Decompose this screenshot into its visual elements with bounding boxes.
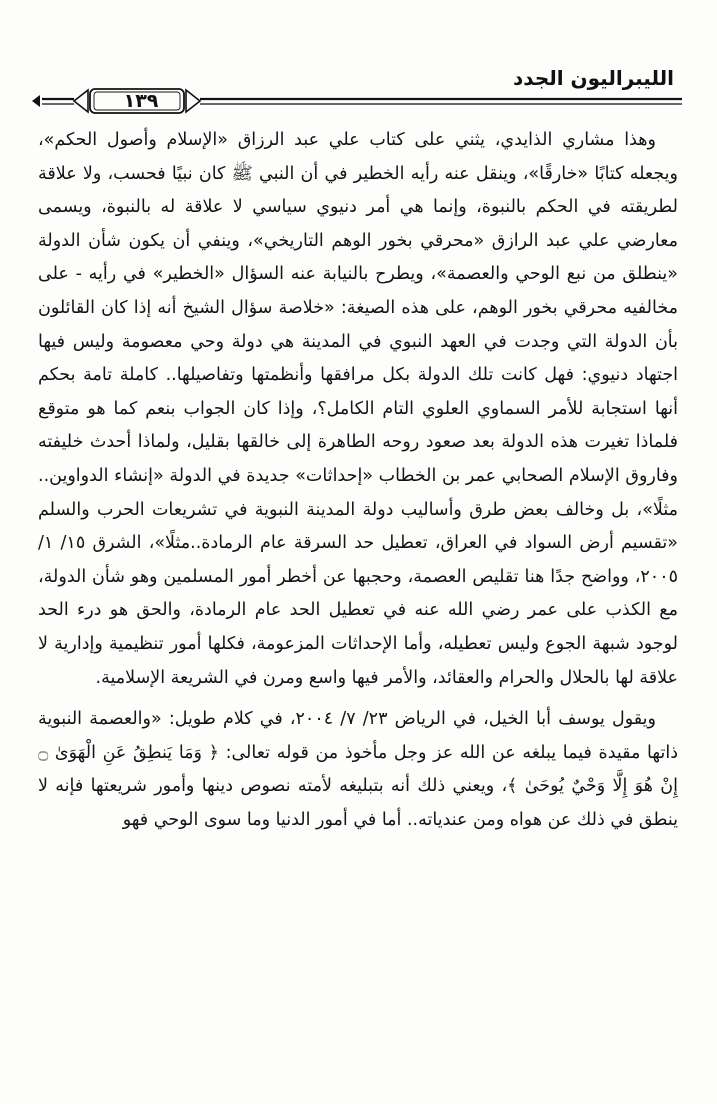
page-header — [30, 66, 682, 114]
paragraph-1: وهذا مشاري الذايدي، يثني على كتاب علي عبد الرزاق «الإسلام وأصول الحكم»، ويجعله كتابًا «خارقًا»، وينقل عنه رأيه الخطير في أن النبي ﷺ كان نبيًا فحسب، ولا علاقة لطريقته في الحكم بالنبوة، وإنما هي أمر دنيوي سياسي لا علاقة له بالنبوة، ويسمى معارضي علي عبد الرازق «محرقي بخور الوهم التاريخي»، وينفي أن يكون شأن الدولة «ينطلق من نبع الوحي والعصمة»، ويطرح بالنيابة عنه السؤال «الخطير» في رأيه - على مخالفيه محرقي بخور الوهم، على هذه الصيغة: «خلاصة سؤال الشيخ أنه إذا كان القائلون بأن الدولة التي وجدت في العهد النبوي في المدينة هي دولة وحي معصومة وليس فيها اجتهاد دنيوي: فهل كانت تلك الدولة بكل مرافقها وأنظمتها وتفاصيلها.. كاملة تامة بحكم أنها استجابة للأمر السماوي العلوي التام الكامل؟، وإذا كان الجواب بنعم كما هو متوقع فلماذا تغيرت هذه الدولة بعد صعود روحه الطاهرة إلى خالقها بقليل، ولماذا أحدث خليفته وفاروق الإسلام الصحابي عمر بن الخطاب «إحداثات» جديدة في الدولة «إنشاء الدواوين.. مثلًا»، بل وخالف بعض طرق وأساليب دولة المدينة النبوية في تشريعات الحرب والسلم «تقسيم أرض السواد في العراق، تعطيل حد السرقة عام الرمادة..مثلًا»، الشرق ١٥/ ١/ ٢٠٠٥، وواضح جدًا هنا تقليص العصمة، وحجبها عن أخطر أمور المسلمين وهو شأن الدولة، مع الكذب على عمر رضي الله عنه في تعطيل الحد عام الرمادة، والحق هو درء الحد لوجود شبهة الجوع وليس تعطيله، وأما الإحداثات المزعومة، فكلها أمور تنظيمية وإدارية لا علاقة لها بالحلال والحرام والعقائد، والأمر فيها واسع ومرن في الشريعة الإسلامية. — [38, 130, 678, 688]
body-text — [38, 124, 678, 837]
page-number: ١٣٩ — [123, 90, 159, 112]
paragraph-2: ويقول يوسف أبا الخيل، في الرياض ٢٣/ ٧/ ٢٠٠٤، في كلام طويل: «والعصمة النبوية ذاتها مقيدة فيما يبلغه عن الله عز وجل مأخوذ من قوله تعالى: ﴿ وَمَا يَنطِقُ عَنِ الْهَوَىٰ ۝ إِنْ هُوَ إِلَّا وَحْيٌ يُوحَىٰ ﴾، ويعني ذلك أنه بتبليغه لأمته نصوص دينها وأمور شريعتها فإنه لا ينطق في ذلك عن هواه ومن عندياته.. أما في أمور الدنيا وما سوى الوحي فهو — [38, 709, 678, 830]
running-title: الليبراليون الجدد — [513, 66, 674, 90]
